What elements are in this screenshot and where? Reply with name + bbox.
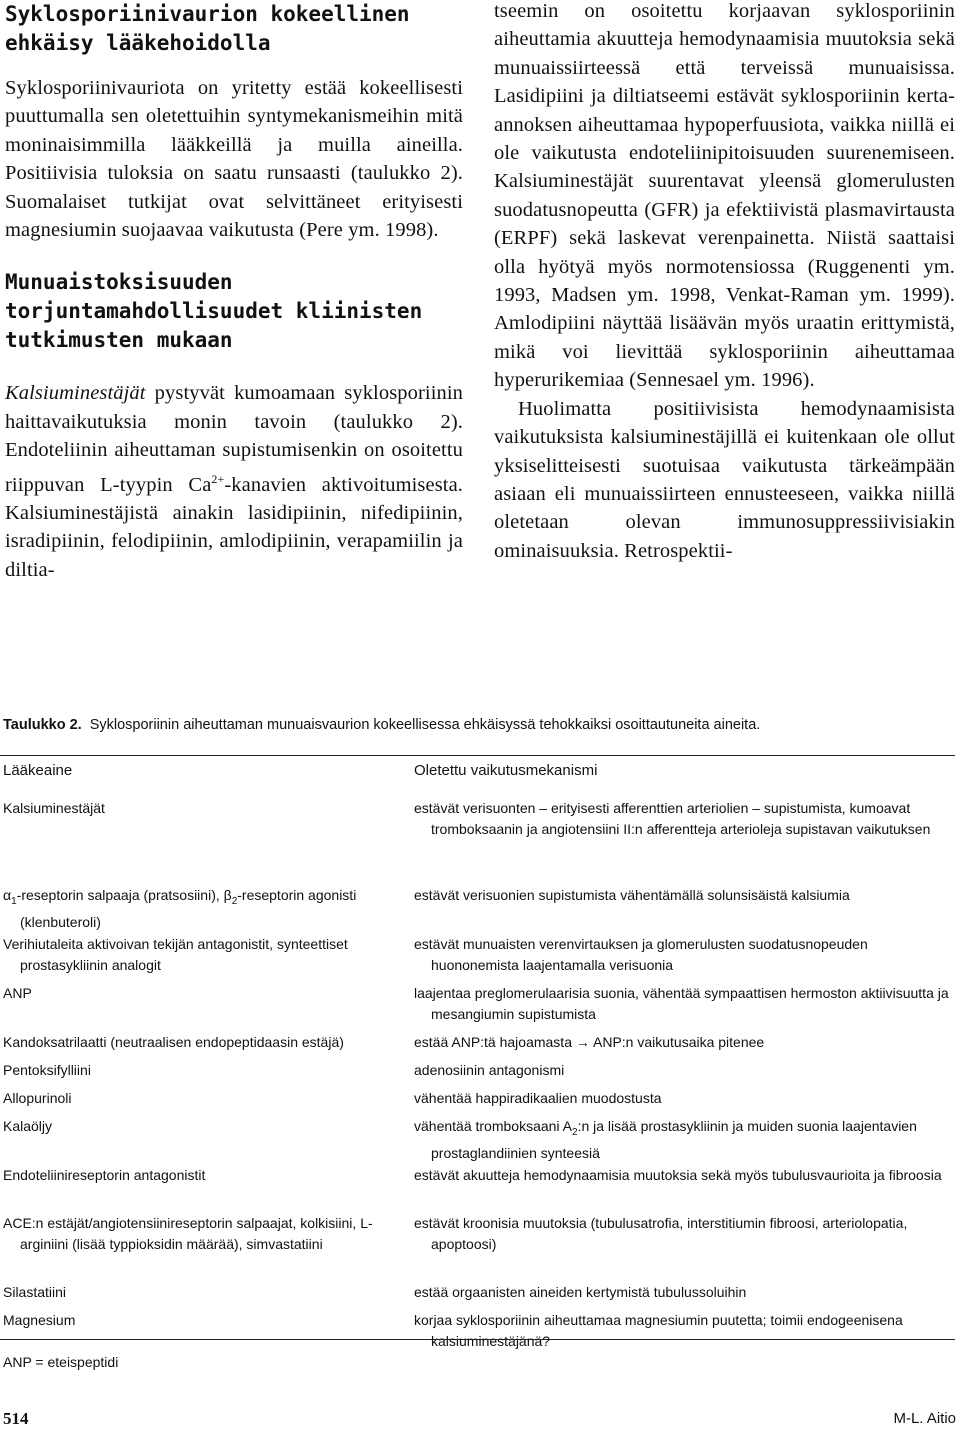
term-calcium-blockers: Kalsiuminestäjät <box>5 382 146 405</box>
paragraph-continuation: tseemin on osoitettu korjaavan syklosporiinin aiheuttamia akuutteja hemodynaamisia muutoksia sekä munuaissiirteessä että terveissä munuaisissa. Lasidipiini ja diltiatseemi estävät syklosporiinin kerta-annoksen aiheuttamaa hypoperfuusiota, vaikka niillä ei ole vaikutusta endoteliinipitoisuuden suurenemiseen. Kalsiuminestäjät suurentavat yleensä glomerulusten suodatusnopeutta (GFR) ja efektiivistä plasmavirtausta (ERPF) sekä laskevat verenpainetta. Niistä saattaisi olla hyötyä myös normotensiossa (Ruggenenti ym. 1993, Madsen ym. 1998, Venkat-Raman ym. 1999). Amlodipiini näyttää lisäävän myös uraatin erittymistä, mikä voi lievittää syklosporiinin aiheuttamaa hyperurikemiaa (Sennesael ym. 1996). <box>494 0 955 392</box>
section-heading-experimental-prevention: Syklosporiinivaurion kokeellinen ehkäisy lääkehoidolla <box>5 2 410 55</box>
running-author: M-L. Aitio <box>893 1410 956 1427</box>
arrow-right-icon: → <box>575 1034 590 1050</box>
page-number: 514 <box>3 1409 29 1428</box>
table-top-rule <box>0 755 955 756</box>
table-footnote: ANP = eteispeptidi <box>3 1354 119 1370</box>
table-caption <box>3 717 760 733</box>
table-header-drug: Lääkeaine <box>3 762 73 779</box>
paragraph-despite: Huolimatta positiivisista hemodynaamisista vaikutuksista kalsiuminestäjillä ei kuitenkaan ole ollut yksiselitteisesti suotuisaa vaikutusta tärkeämpään asiaan eli munuaissiirteen ennusteeseen, vaikka niillä oletetaan olevan immunosuppressiivisiakin ominaisuuksia. Retrospektii- <box>494 397 955 562</box>
table-bottom-rule <box>0 1339 955 1340</box>
section-heading-clinical-studies: Munuaistoksisuuden torjuntamahdollisuudet kliinisten tutkimusten mukaan <box>5 270 423 353</box>
paragraph-experimental: Syklosporiinivauriota on yritetty estää kokeellisesti puuttumalla sen oletettuihin syntymekanismeihin mitä moninaisimmilla lääkkeillä ja muilla aineilla. Positiivisia tuloksia on saatu runsaasti (taulukko 2). Suomalaiset tutkijat ovat selvittäneet erityisesti magnesiumin suojaavaa vaikutusta (Pere ym. 1998). <box>5 77 463 242</box>
table-caption-label: Taulukko 2. <box>3 717 82 733</box>
right-column <box>494 0 955 565</box>
paragraph-calcium-blockers: Kalsiuminestäjät pystyvät kumoamaan syklosporiinin haittavaikutuksia monin tavoin (taulukko 2). Endoteliinin aiheuttaman supistumisenkin on osoitettu riippuvan L-tyypin $Ca^{2+}$-kanavien aktivoitumisesta. Kalsiuminestäjistä ainakin lasidipiinin, nifedipiinin, isradipiinin, felodipiinin, amlodipiinin, verapamiilin ja diltia- <box>5 382 463 581</box>
left-column <box>5 0 463 584</box>
table-caption-text: Syklosporiinin aiheuttaman munuaisvaurion kokeellisessa ehkäisyssä tehokkaiksi osoittautuneita aineita. <box>89 717 761 733</box>
table-header-mechanism: Oletettu vaikutusmekanismi <box>414 762 598 779</box>
